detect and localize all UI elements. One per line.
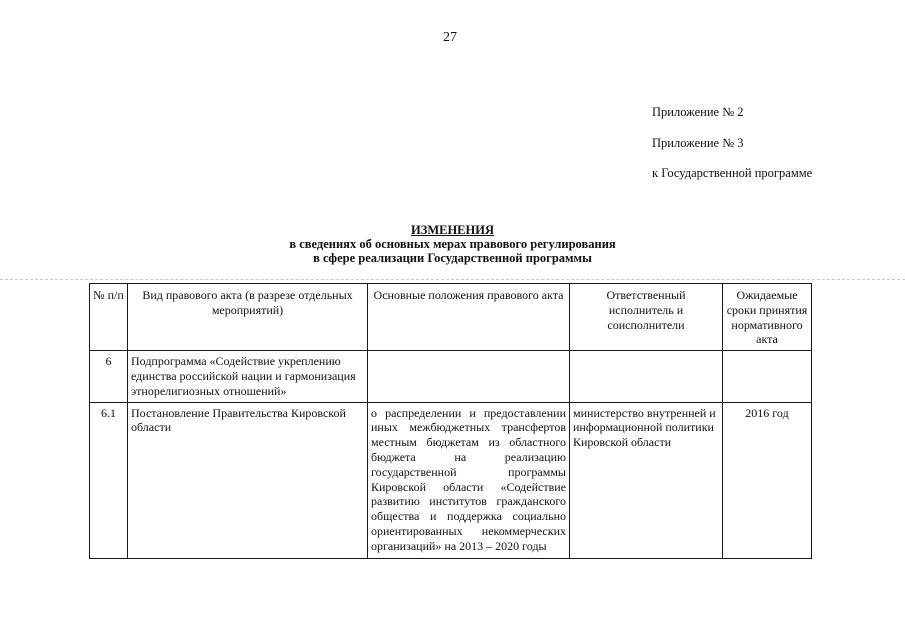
appendix-line-3: к Государственной программе	[652, 166, 813, 180]
header-number: № п/п	[90, 284, 128, 351]
cell-provisions	[368, 351, 570, 402]
document-title: ИЗМЕНЕНИЯ	[411, 223, 494, 237]
document-subtitle-2: в сфере реализации Государственной программы	[313, 251, 592, 265]
cell-executor	[570, 351, 723, 402]
header-executor: Ответственный исполнитель и соисполнители	[570, 284, 723, 351]
cell-deadline: 2016 год	[723, 402, 812, 558]
appendix-line-2: Приложение № 3	[652, 136, 744, 150]
measures-table	[89, 283, 812, 559]
document-heading	[0, 223, 905, 265]
header-provisions: Основные положения правового акта	[368, 284, 570, 351]
table-row	[90, 351, 812, 402]
appendix-line-1: Приложение № 2	[652, 105, 744, 119]
document-subtitle-1: в сведениях об основных мерах правового регулирования	[289, 237, 616, 251]
page-number: 27	[443, 30, 457, 45]
cell-provisions: о распределении и предоставлении иных межбюджетных трансфертов местным бюджетам из областного бюджета на реализацию государственной программы Кировской области «Содействие развитию институтов гражданского общества и поддержка социально ориентированных некоммерческих организаций» на 2013 – 2020 годы	[368, 402, 570, 558]
scan-artifact-line	[0, 279, 905, 280]
table-header-row	[90, 284, 812, 351]
cell-act-type: Постановление Правительства Кировской области	[128, 402, 368, 558]
table-row	[90, 402, 812, 558]
cell-number: 6.1	[90, 402, 128, 558]
header-act-type: Вид правового акта (в разрезе отдельных мероприятий)	[128, 284, 368, 351]
header-deadline: Ожидаемые сроки принятия нормативного акта	[723, 284, 812, 351]
cell-executor: министерство внутренней и информационной политики Кировской области	[570, 402, 723, 558]
cell-deadline	[723, 351, 812, 402]
cell-act-type: Подпрограмма «Содействие укреплению единства российской нации и гармонизация этнорелигиозных отношений»	[128, 351, 368, 402]
cell-number: 6	[90, 351, 128, 402]
